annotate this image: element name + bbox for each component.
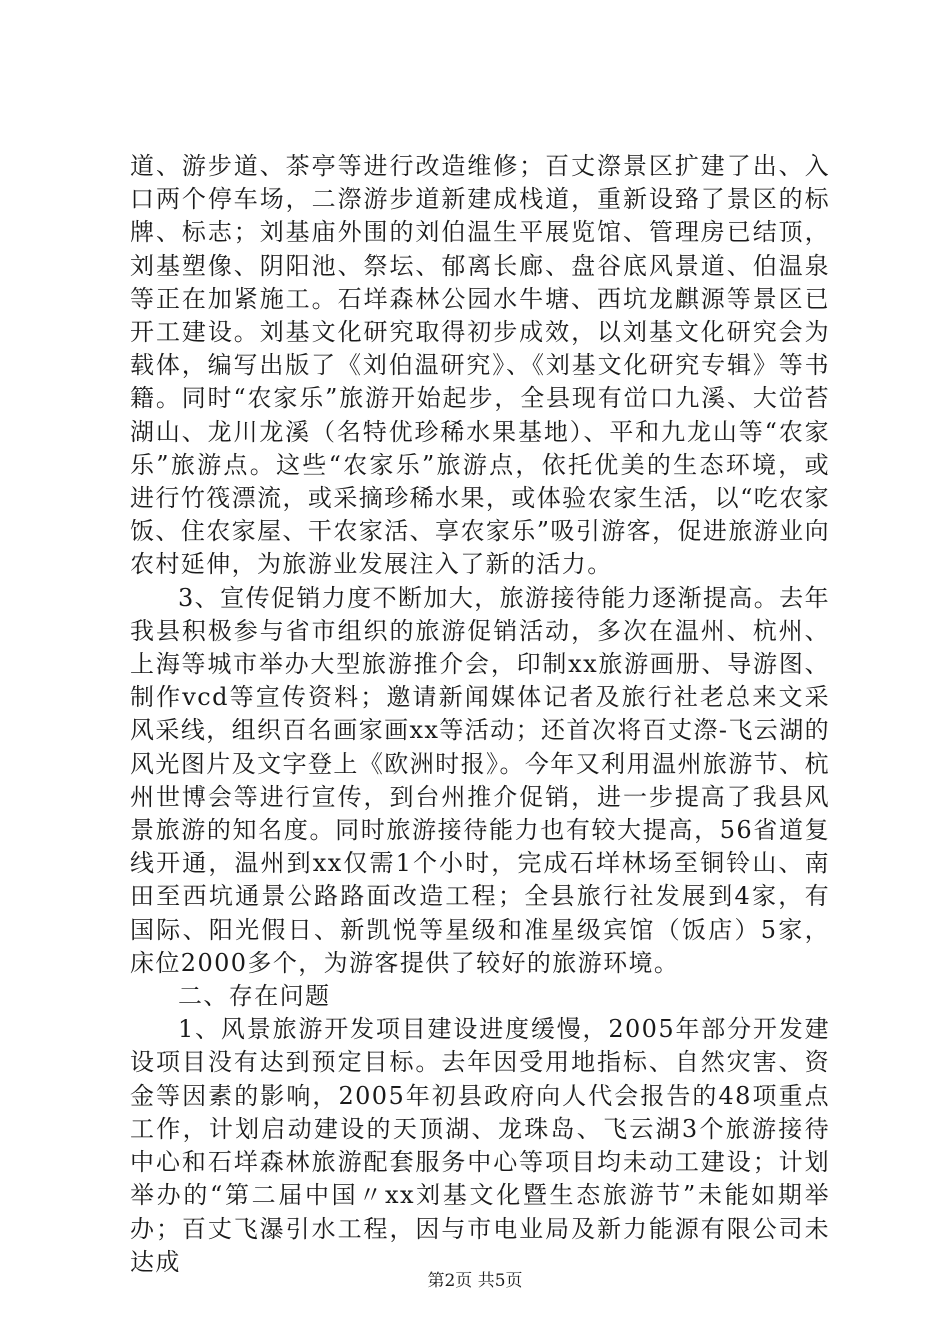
- page-footer: 第2页 共5页: [427, 1271, 523, 1291]
- paragraph-promotion: 3、宣传促销力度不断加大，旅游接待能力逐渐提高。去年我县积极参与省市组织的旅游促销活动，多次在温州、杭州、上海等城市举办大型旅游推介会，印制xx旅游画册、导游图、制作vcd等宣传资料；邀请新闻媒体记者及旅行社老总来文采风采线，组织百名画家画xx等活动；还首次将百丈漈-飞云湖的风光图片及文字登上《欧洲时报》。今年又利用温州旅游节、杭州世博会等进行宣传，到台州推介促销，进一步提高了我县风景旅游的知名度。同时旅游接待能力也有较大提高，56省道复线开通，温州到xx仅需1个小时，完成石垟林场至铜铃山、南田至西坑通景公路路面改造工程；全县旅行社发展到4家，有国际、阳光假日、新凯悦等星级和准星级宾馆（饭店）5家，床位2000多个，为游客提供了较好的旅游环境。: [130, 583, 830, 977]
- document-body: [130, 150, 830, 1279]
- paragraph-continuation: 道、游步道、茶亭等进行改造维修；百丈漈景区扩建了出、入口两个停车场，二漈游步道新建成栈道，重新设臵了景区的标牌、标志；刘基庙外围的刘伯温生平展览馆、管理房已结顶，刘基塑像、阴阳池、祭坛、郁离长廊、盘谷底风景道、伯温泉等正在加紧施工。石垟森林公园水牛塘、西坑龙麒源等景区已开工建设。刘基文化研究取得初步成效，以刘基文化研究会为载体，编写出版了《刘伯温研究》、《刘基文化研究专辑》等书籍。同时“农家乐”旅游开始起步，全县现有峃口九溪、大峃苔湖山、龙川龙溪（名特优珍稀水果基地）、平和九龙山等“农家乐”旅游点。这些“农家乐”旅游点，依托优美的生态环境，或进行竹筏漂流，或采摘珍稀水果，或体验农家生活，以“吃农家饭、住农家屋、干农家活、享农家乐”吸引游客，促进旅游业向农村延伸，为旅游业发展注入了新的活力。: [130, 152, 830, 579]
- section-heading-problems: 二、存在问题: [178, 982, 331, 1011]
- paragraph-problem-1: 1、风景旅游开发项目建设进度缓慢，2005年部分开发建设项目没有达到预定目标。去年因受用地指标、自然灾害、资金等因素的影响，2005年初县政府向人代会报告的48项重点工作，计划启动建设的天顶湖、龙珠岛、飞云湖3个旅游接待中心和石垟森林旅游配套服务中心等项目均未动工建设；计划举办的“第二届中国〃xx刘基文化暨生态旅游节”未能如期举办；百丈飞瀑引水工程，因与市电业局及新力能源有限公司未达成: [130, 1015, 830, 1276]
